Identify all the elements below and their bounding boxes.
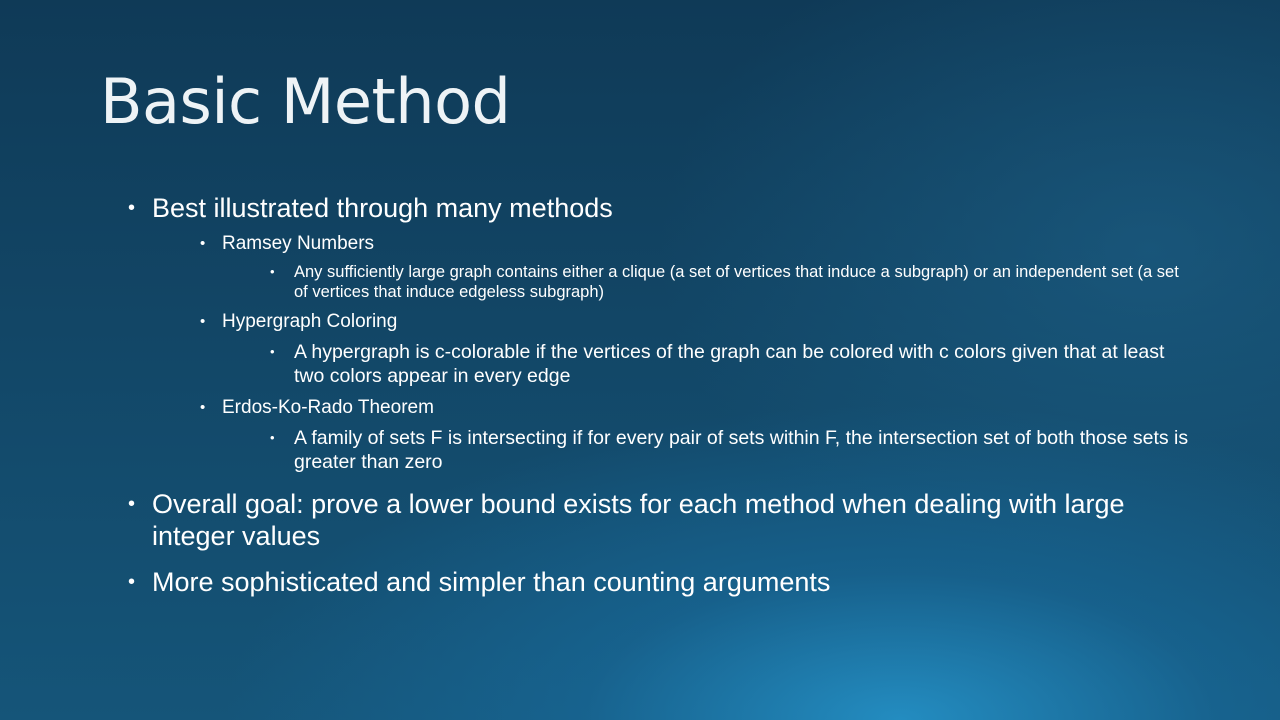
bullet-text: Best illustrated through many methods xyxy=(152,193,613,223)
detail-list xyxy=(222,426,1190,474)
bullet-list xyxy=(130,192,1190,598)
detail-item xyxy=(270,262,1190,302)
detail-list xyxy=(222,340,1190,388)
sub-bullet-item xyxy=(200,232,1190,302)
bullet-text: More sophisticated and simpler than counting arguments xyxy=(152,567,831,597)
detail-text: A hypergraph is c-colorable if the vertices of the graph can be colored with c colors given that at least two colors appear in every edge xyxy=(294,341,1165,387)
detail-text: Any sufficiently large graph contains either a clique (a set of vertices that induce a subgraph) or an independent set (a set of vertices that induce edgeless subgraph) xyxy=(294,263,1179,301)
bullet-item xyxy=(130,488,1190,552)
slide-content xyxy=(130,192,1190,612)
slide-title: Basic Method xyxy=(100,65,511,138)
sub-bullet-text: Ramsey Numbers xyxy=(222,233,375,254)
sub-bullet-text: Erdos-Ko-Rado Theorem xyxy=(222,397,434,418)
bullet-item xyxy=(130,566,1190,598)
sub-bullet-text: Hypergraph Coloring xyxy=(222,311,398,332)
detail-text: A family of sets F is intersecting if for every pair of sets within F, the intersection set of both those sets is greater than zero xyxy=(294,427,1189,473)
sub-bullet-item xyxy=(200,310,1190,388)
sub-bullet-list xyxy=(152,232,1190,474)
detail-item xyxy=(270,340,1190,388)
detail-list xyxy=(222,262,1190,302)
detail-item xyxy=(270,426,1190,474)
bullet-text: Overall goal: prove a lower bound exists for each method when dealing with large integer values xyxy=(152,489,1125,551)
bullet-item xyxy=(130,192,1190,474)
sub-bullet-item xyxy=(200,396,1190,474)
